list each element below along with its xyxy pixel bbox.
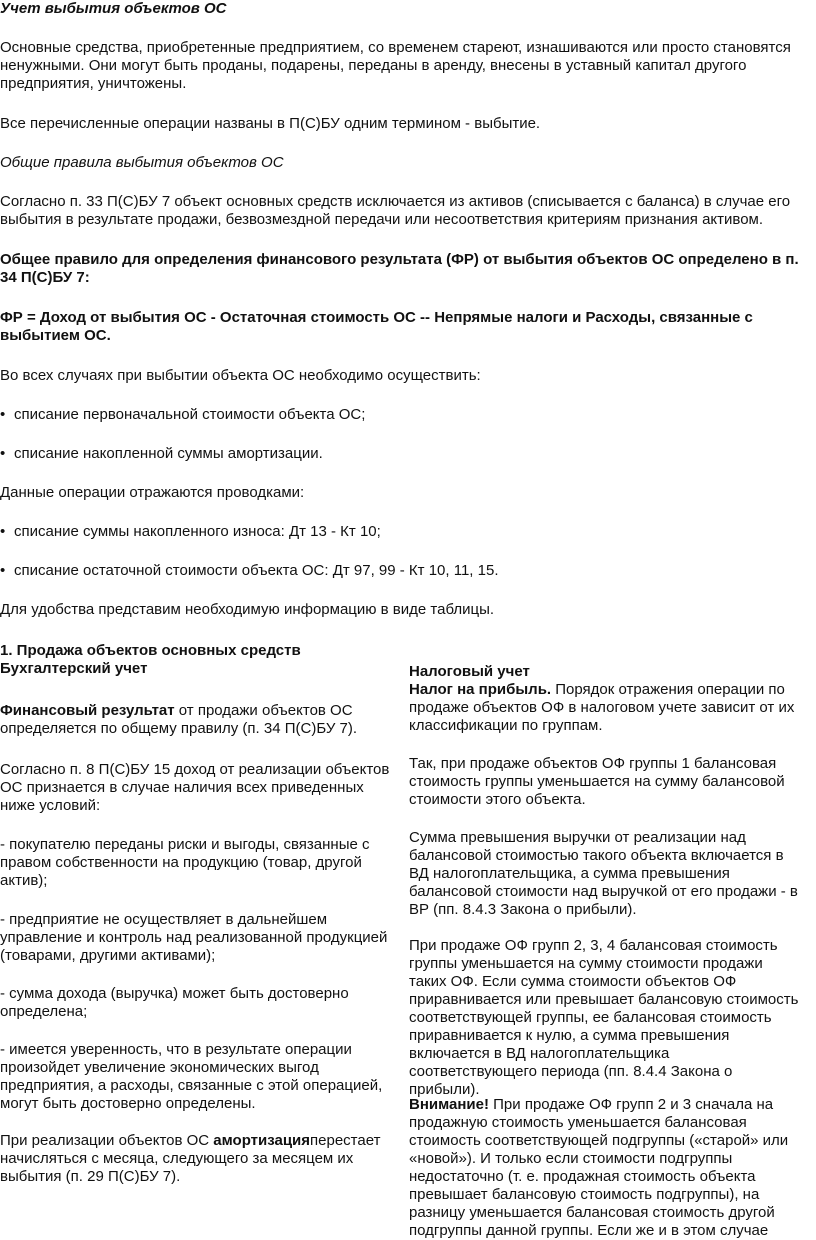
formula: ФР = Доход от выбытия ОС - Остаточная стоимость ОС -- Непрямые налоги и Расходы, связанные с выбытием ОС. xyxy=(0,309,753,344)
list-item: • списание первоначальной стоимости объекта ОС; xyxy=(0,406,366,423)
list-item: • списание суммы накопленного износа: Дт 13 - Кт 10; xyxy=(0,523,381,540)
doc-title: Учет выбытия объектов ОС xyxy=(0,0,227,17)
right-column-header: Налоговый учет xyxy=(409,663,530,680)
right-profit-tax: Налог на прибыль. Порядок отражения операции по продаже объектов ОФ в налоговом учете зависит от их классификации по группам. xyxy=(409,681,795,734)
left-p8: Согласно п. 8 П(С)БУ 15 доход от реализации объектов ОС признается в случае наличия всех приведенных ниже условий: xyxy=(0,761,390,814)
intro-paragraph-1: Основные средства, приобретенные предприятием, со временем стареют, изнашиваются или просто становятся ненужными. Они могут быть проданы, подарены, переданы в аренду, внесены в уставный капитал другого предприятия, уничтожены. xyxy=(0,39,791,92)
right-groups-234: При продаже ОФ групп 2, 3, 4 балансовая стоимость группы уменьшается на сумму стоимости продажи таких ОФ. Если сумма стоимости объектов ОФ приравнивается или превышает балансовую стоимость соответствующей группы, ее балансовая стоимость приравнивается к нулю, а сумма превышения включается в ВД налогоплательщика соответствующего периода (пп. 8.4.4 Закона о прибыли). xyxy=(409,937,799,1098)
right-excess: Сумма превышения выручки от реализации над балансовой стоимостью такого объекта включается в ВД налогоплательщика, а сумма превышения балансовой стоимости над выручкой от его продажи - в ВР (пп. 8.4.3 Закона о прибыли). xyxy=(409,829,798,918)
left-amortization: При реализации объектов ОС амортизацияперестает начисляться с месяца, следующего за месяцем их выбытия (п. 29 П(С)БУ 7). xyxy=(0,1132,381,1185)
left-financial-result: Финансовый результат от продажи объектов ОС определяется по общему правилу (п. 34 П(С)БУ 7). xyxy=(0,702,358,737)
list-item: • списание остаточной стоимости объекта ОС: Дт 97, 99 - Кт 10, 11, 15. xyxy=(0,562,499,579)
all-cases-intro: Во всех случаях при выбытии объекта ОС необходимо осуществить: xyxy=(0,367,481,384)
left-condition-1: - покупателю переданы риски и выгоды, связанные с правом собственности на продукцию (товар, другой актив); xyxy=(0,836,370,889)
left-condition-3: - сумма дохода (выручка) может быть достоверно определена; xyxy=(0,985,349,1020)
list-item: • списание накопленной суммы амортизации. xyxy=(0,445,323,462)
intro-paragraph-2: Все перечисленные операции названы в П(С)БУ одним термином - выбытие. xyxy=(0,115,541,132)
right-attention: Внимание! При продаже ОФ групп 2 и 3 сначала на продажную стоимость уменьшается балансовая стоимость соответствующей подгруппы («старой» или «новой»). И только если стоимости подгруппы недостаточно (т. е. продажная стоимость объекта превышает балансовую стоимость подгруппы), на разницу уменьшается балансовая стоимость другой подгруппы данной группы. Если же и в этом случае xyxy=(409,1096,789,1239)
table-intro: Для удобства представим необходимую информацию в виде таблицы. xyxy=(0,601,495,618)
entries-intro: Данные операции отражаются проводками: xyxy=(0,484,305,501)
right-group-1: Так, при продаже объектов ОФ группы 1 балансовая стоимость группы уменьшается на сумму балансовой стоимости этого объекта. xyxy=(409,755,785,808)
paragraph-p33: Согласно п. 33 П(С)БУ 7 объект основных средств исключается из активов (списывается с баланса) в случае его выбытия в результате продажи, безвозмездной передачи или несоответствия критериям признания активом. xyxy=(0,193,791,228)
general-rule: Общее правило для определения финансового результата (ФР) от выбытия объектов ОС определено в п. 34 П(С)БУ 7: xyxy=(0,251,799,286)
section-subtitle: Общие правила выбытия объектов ОС xyxy=(0,154,284,171)
left-column-header: Бухгалтерский учет xyxy=(0,660,148,677)
section-1-title: 1. Продажа объектов основных средств xyxy=(0,642,301,659)
left-condition-4: - имеется уверенность, что в результате операции произойдет увеличение экономических выгод предприятия, а расходы, связанные с этой операцией, могут быть достоверно определены. xyxy=(0,1041,383,1112)
left-condition-2: - предприятие не осуществляет в дальнейшем управление и контроль над реализованной продукцией (товарами, другими активами); xyxy=(0,911,388,964)
